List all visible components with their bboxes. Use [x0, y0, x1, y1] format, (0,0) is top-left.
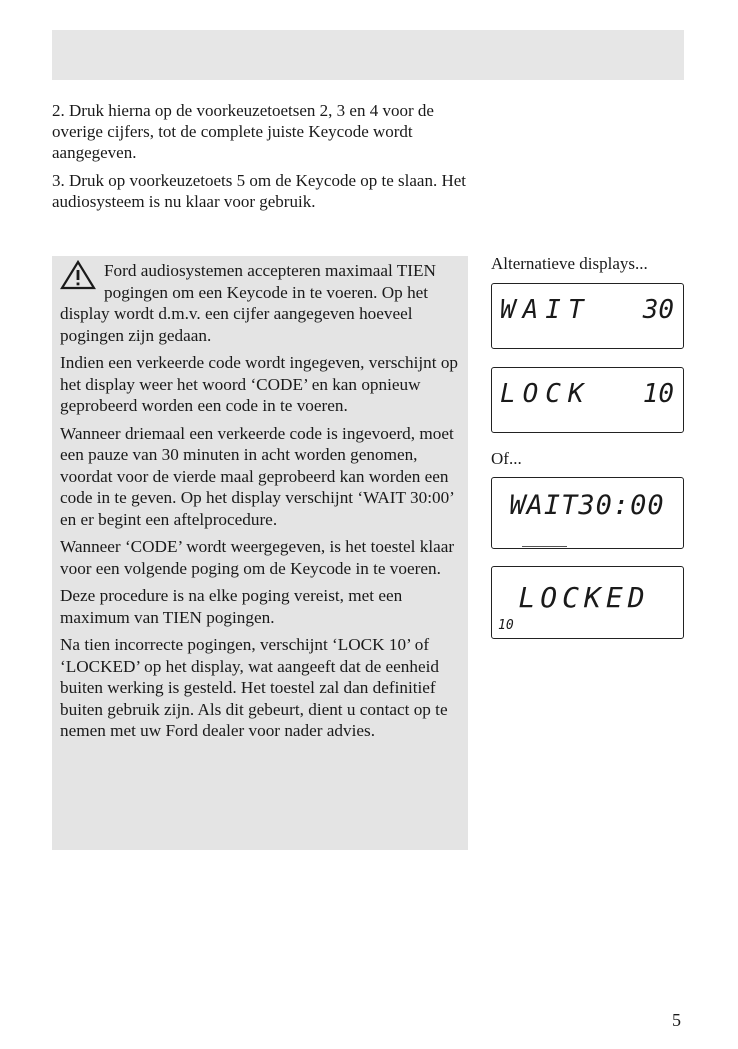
warning-paragraph-2: Indien een verkeerde code wordt ingegeven, verschijnt op het display weer het woord ‘CODE’ en kan opnieuw geprobeerd worden een code in te voeren.: [60, 353, 459, 415]
display-wait-30-value: 30: [642, 295, 674, 325]
step-2: 2. Druk hierna op de voorkeuzetoetsen 2, 3 en 4 voor de overige cijfers, tot de complete juiste Keycode wordt aangegeven.: [52, 101, 434, 162]
display-locked-segments: [492, 567, 682, 637]
warning-paragraph-5: Deze procedure is na elke poging vereist, met een maximum van TIEN pogingen.: [60, 586, 403, 627]
warning-paragraph-6: Na tien incorrecte pogingen, verschijnt ‘LOCK 10’ of ‘LOCKED’ op het display, wat aangeeft dat de eenheid buiten werking is gesteld. Het toestel zal dan definitief buiten gebruik zijn. Als dit gebeurt, dient u contact op te nemen met uw Ford dealer voor nader advies.: [60, 635, 448, 740]
step-3: 3. Druk op voorkeuzetoets 5 om de Keycode op te slaan. Het audiosysteem is nu klaar voor gebruik.: [52, 171, 467, 211]
intro-text: [52, 100, 472, 219]
display-wait-30-segments: [492, 284, 682, 347]
display-lock-10-segments: [492, 368, 682, 431]
warning-paragraph-1: [60, 260, 460, 346]
warning-panel: [52, 256, 468, 850]
display-lock-10-main: LOCK: [500, 379, 591, 409]
display-wait-3000-main: WAIT30:00: [509, 490, 665, 521]
display-wait-3000: [491, 477, 684, 549]
display-locked-main: LOCKED: [518, 581, 650, 614]
display-wait-3000-segments: [492, 478, 682, 547]
display-wait-30-main: WAIT: [500, 295, 591, 325]
warning-paragraph-4: Wanneer ‘CODE’ wordt weergegeven, is het toestel klaar voor een volgende poging om de Keycode in te voeren.: [60, 537, 455, 578]
display-lock-10: [491, 367, 684, 433]
page-number: 5: [672, 1010, 681, 1030]
alternative-displays-label: Alternatieve displays...: [491, 254, 648, 273]
warning-text-1: Ford audiosystemen accepteren maximaal TIEN pogingen om een Keycode in te voeren. Op het display wordt d.m.v. een cijfer aangegeven hoeveel pogingen zijn gedaan.: [60, 261, 436, 345]
display-locked: [491, 566, 684, 639]
display-lock-10-value: 10: [642, 379, 674, 409]
header-bar: [52, 30, 684, 80]
warning-paragraph-3: Wanneer driemaal een verkeerde code is ingevoerd, moet een pauze van 30 minuten in acht worden genomen, voordat voor de vierde maal geprobeerd kan worden een code in te geven. Op het display verschijnt ‘WAIT 30:00’ en er begint een aftelprocedure.: [60, 423, 454, 529]
warning-triangle-icon: [60, 260, 96, 290]
display-locked-sub: 10: [498, 618, 514, 633]
of-label: Of...: [491, 449, 522, 468]
display-wait-30: [491, 283, 684, 349]
